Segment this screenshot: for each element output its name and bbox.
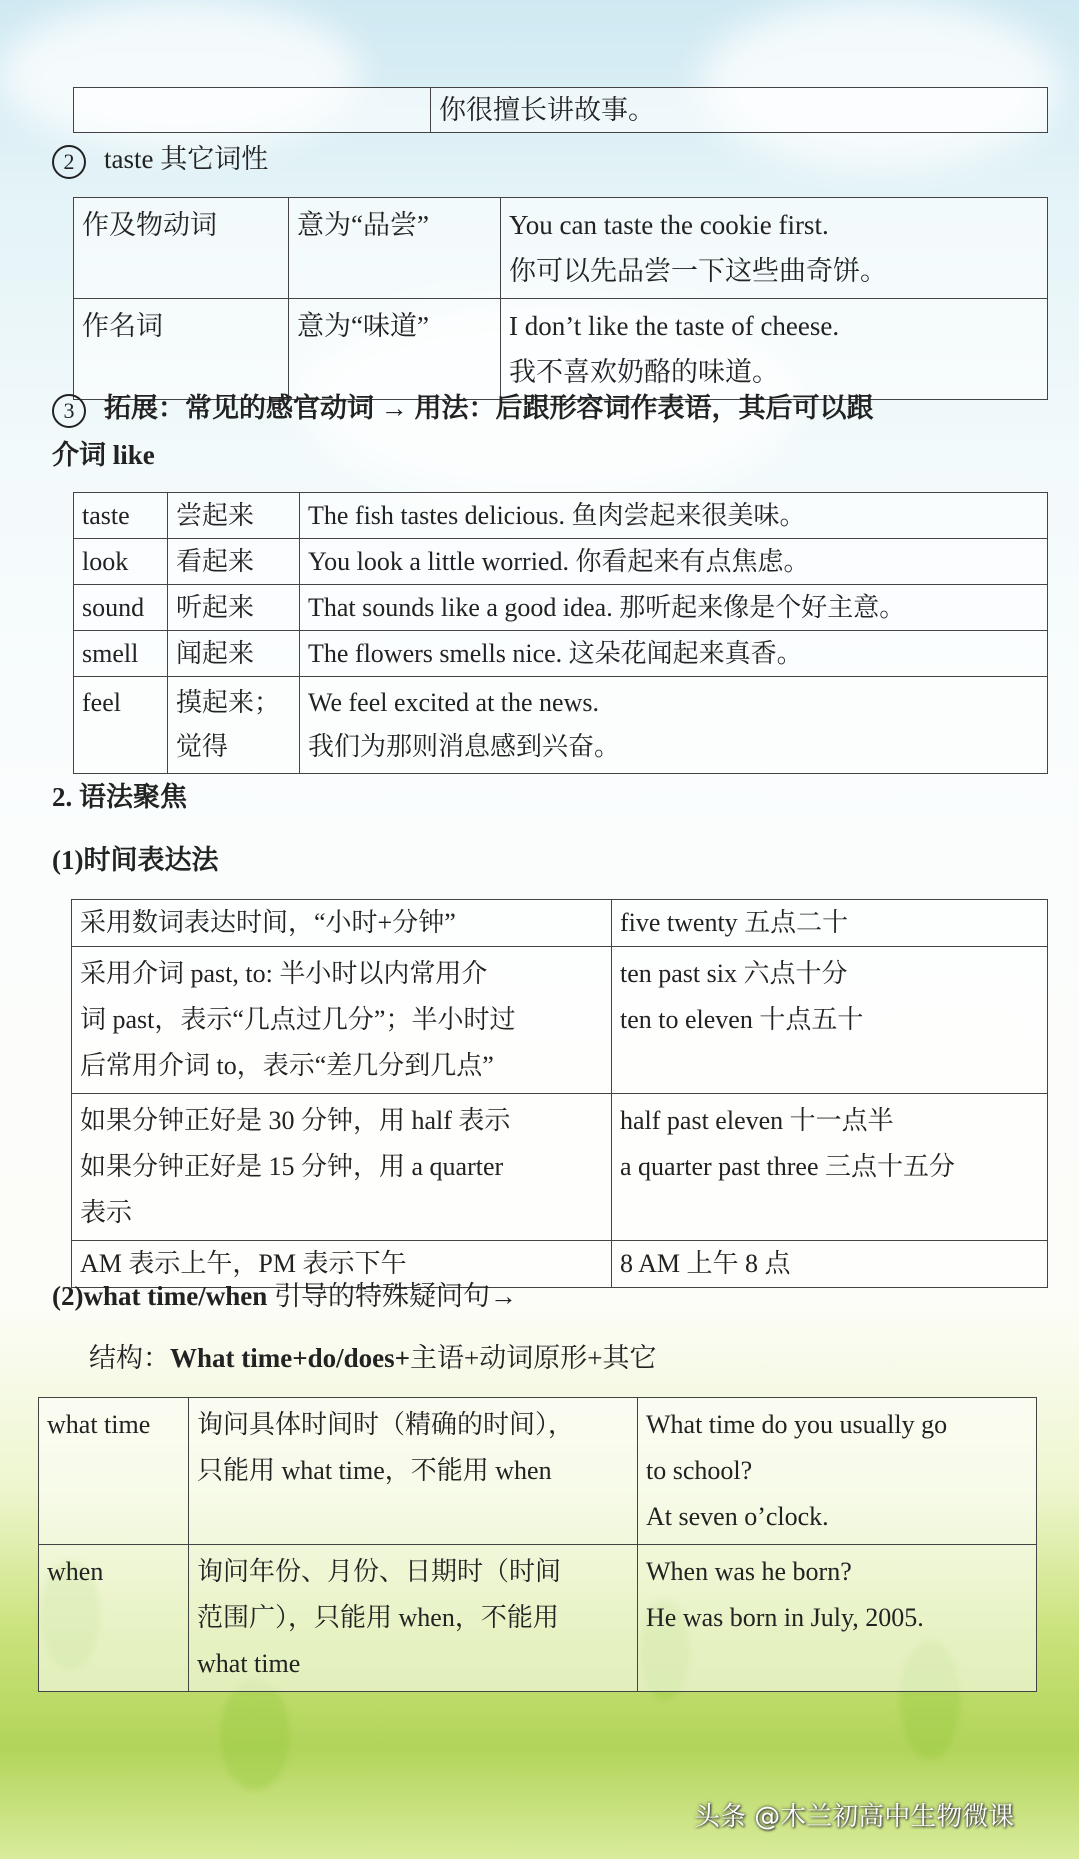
heading-sense-verbs (52, 385, 874, 431)
table-sense-verbs (73, 492, 1048, 774)
rule-line: 词 past，表示“几点过几分”；半小时过 (80, 1005, 516, 1034)
table-cell: The flowers smells nice. 这朵花闻起来真香。 (300, 631, 1048, 677)
circled-number: 2 (52, 145, 86, 179)
table-cell: That sounds like a good idea. 那听起来像是个好主意。 (300, 585, 1048, 631)
table-questions (38, 1397, 1037, 1692)
table-cell: You look a little worried. 你看起来有点焦虑。 (300, 539, 1048, 585)
heading-text: 拓展：常见的感官动词 → 用法：后跟形容词作表语，其后可以跟 (104, 393, 874, 423)
structure-text: 主语+动词原形+其它 (410, 1343, 657, 1373)
example-line: ten to eleven 十点五十 (620, 1005, 864, 1034)
example-zh: 我们为那则消息感到兴奋。 (308, 732, 621, 761)
table-cell (72, 947, 612, 1094)
table-row (74, 631, 1048, 677)
table-cell: The fish tastes delicious. 鱼肉尝起来很美味。 (300, 493, 1048, 539)
table-cell: taste (74, 493, 168, 539)
table-row (74, 539, 1048, 585)
rule-line: AM 表示上午，PM 表示下午 (80, 1249, 407, 1278)
table-top (73, 87, 1048, 133)
table-cell (189, 1545, 638, 1692)
table-cell: look (74, 539, 168, 585)
usage-line: what time (197, 1649, 301, 1678)
table-cell (638, 1398, 1037, 1545)
table-row (72, 900, 1048, 947)
watermark: 头条 @木兰初高中生物微课 (694, 1802, 1015, 1832)
structure-label: 结构： (89, 1343, 170, 1373)
example-line: a quarter past three 三点十五分 (620, 1152, 956, 1181)
example-line: five twenty 五点二十 (620, 908, 849, 937)
rule-line: 如果分钟正好是 15 分钟，用 a quarter (80, 1152, 504, 1181)
table-cell (168, 677, 300, 774)
table-cell: 你很擅长讲故事。 (431, 88, 1048, 133)
structure-bold: What time+do/does+ (170, 1343, 411, 1373)
example-line: What time do you usually go (646, 1410, 948, 1439)
table-cell: when (39, 1545, 189, 1692)
table-cell (300, 677, 1048, 774)
rule-line: 后常用介词 to，表示“差几分到几点” (80, 1051, 494, 1080)
table-cell: 意为“品尝” (289, 198, 501, 299)
table-cell: 意为“味道” (289, 299, 501, 400)
heading-text: 介词 (52, 440, 113, 470)
table-time (71, 899, 1048, 1288)
table-row (39, 1398, 1037, 1545)
table-cell (638, 1545, 1037, 1692)
subsection-heading (52, 1273, 517, 1319)
usage-line: 询问具体时间时（精确的时间）， (197, 1410, 575, 1439)
table-cell: what time (39, 1398, 189, 1545)
example-line: When was he born? (646, 1557, 852, 1586)
table-cell (501, 198, 1048, 299)
example-zh: 你可以先品尝一下这些曲奇饼。 (509, 256, 887, 286)
example-en: We feel excited at the news. (308, 688, 599, 717)
usage-line: 范围广），只能用 when，不能用 (197, 1603, 559, 1632)
rule-line: 表示 (80, 1198, 133, 1227)
table-row (72, 947, 1048, 1094)
example-line: At seven o’clock. (646, 1502, 829, 1531)
heading-bold: (2)what time/when (52, 1281, 268, 1311)
table-cell: 闻起来 (168, 631, 300, 677)
subsection-heading: (1)时间表达法 (52, 845, 219, 875)
meaning-line: 摸起来； (176, 688, 281, 717)
leaf-decoration (220, 1680, 290, 1790)
section-heading: 2. 语法聚焦 (52, 782, 187, 812)
table-row (39, 1545, 1037, 1692)
example-line: to school? (646, 1456, 753, 1485)
example-en: You can taste the cookie first. (509, 210, 829, 240)
table-cell (189, 1398, 638, 1545)
example-line: half past eleven 十一点半 (620, 1106, 894, 1135)
rule-line: 如果分钟正好是 30 分钟，用 half 表示 (80, 1106, 511, 1135)
rule-line: 采用数词表达时间，“小时+分钟” (80, 908, 456, 937)
table-cell: feel (74, 677, 168, 774)
table-cell: 看起来 (168, 539, 300, 585)
heading-bold: like (112, 440, 155, 470)
table-taste (73, 197, 1048, 400)
structure-line (89, 1335, 657, 1381)
table-row (72, 1094, 1048, 1241)
table-row (74, 677, 1048, 774)
table-row (74, 198, 1048, 299)
table-cell (72, 900, 612, 947)
table-cell (612, 947, 1048, 1094)
example-line: 8 AM 上午 8 点 (620, 1249, 791, 1278)
heading-text: 引导的特殊疑问句→ (267, 1281, 517, 1311)
table-cell (612, 900, 1048, 947)
heading-text: taste 其它词性 (104, 144, 269, 174)
table-cell: sound (74, 585, 168, 631)
example-line: He was born in July, 2005. (646, 1603, 924, 1632)
table-cell (612, 1241, 1048, 1288)
example-zh: 我不喜欢奶酪的味道。 (509, 357, 779, 387)
usage-line: 询问年份、月份、日期时（时间 (197, 1557, 562, 1586)
cloud-decoration (700, 0, 1060, 170)
table-cell (612, 1094, 1048, 1241)
table-row (74, 493, 1048, 539)
heading-taste-pos (52, 136, 268, 182)
meaning-line: 觉得 (176, 732, 229, 761)
table-cell: smell (74, 631, 168, 677)
table-cell (72, 1094, 612, 1241)
table-row (74, 585, 1048, 631)
circled-number: 3 (52, 394, 86, 428)
heading-sense-verbs-line2 (52, 432, 155, 478)
rule-line: 采用介词 past, to: 半小时以内常用介 (80, 959, 488, 988)
table-cell: 尝起来 (168, 493, 300, 539)
table-cell: 作名词 (74, 299, 289, 400)
usage-line: 只能用 what time，不能用 when (197, 1456, 552, 1485)
table-cell: 听起来 (168, 585, 300, 631)
table-cell: 作及物动词 (74, 198, 289, 299)
example-line: ten past six 六点十分 (620, 959, 848, 988)
example-en: I don’t like the taste of cheese. (509, 311, 840, 341)
